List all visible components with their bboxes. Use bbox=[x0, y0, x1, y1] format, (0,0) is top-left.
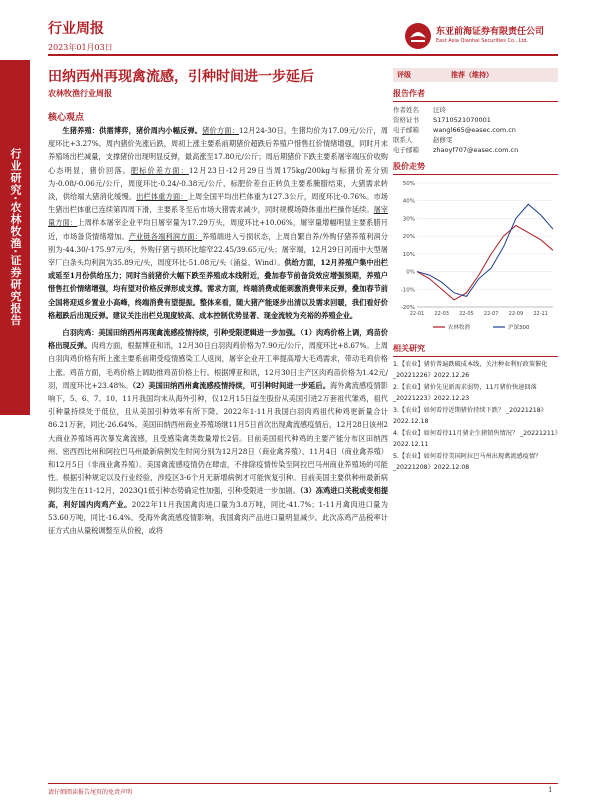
rating-label: 评级 bbox=[397, 71, 411, 79]
chart-y-tick-label: 40% bbox=[402, 198, 415, 205]
body-text bbox=[48, 124, 388, 537]
chart-y-tick-label: -10% bbox=[400, 287, 415, 294]
related-report-title: 5.【农业】如何看待美国阿拉巴马州出现禽流感疫情？ bbox=[393, 453, 542, 460]
related-report-title: 2.【农业】猪价先见新需求弱势，11月猪价快速回落 bbox=[393, 384, 537, 391]
chart-series-line bbox=[417, 226, 553, 300]
related-report-link[interactable] bbox=[393, 406, 558, 427]
body-segment: 2022年11月我国禽肉进口量为3.8万吨，同比-41.7%；1-11月禽肉进口量为53.60万吨，同比-16.4%。受海外禽流感疫情影响，我国禽肉产品进口量明显减少。此次冻鸡产品税率计征方式由从量税调整至从价税，或将 bbox=[48, 499, 388, 536]
body-segment: 上周样本屠宰企业平均日屠宰量为17.29万头，周度环比+10.06%，屠宰量增幅明显主要系腊月近，市场备货情绪增加。 bbox=[48, 218, 388, 241]
right-column bbox=[393, 68, 558, 475]
stock-chart-svg bbox=[393, 177, 558, 337]
body-segment: 肥标价差方面： bbox=[130, 165, 189, 175]
analyst-key: 资格证书 bbox=[393, 116, 419, 124]
analyst-row bbox=[393, 145, 558, 155]
page-subtitle: 农林牧渔行业周报 bbox=[48, 89, 112, 98]
footer-disclaimer: 请仔细阅读报告尾页的免责声明 bbox=[48, 789, 133, 796]
analyst-row bbox=[393, 105, 558, 115]
body-segment: 白羽肉鸡：美国田纳西州再现禽流感疫情持续，引种受限逻辑进一步加强。 bbox=[62, 328, 301, 338]
chart-x-tick-label: 22-01 bbox=[409, 311, 425, 317]
analyst-section-title: 报告作者 bbox=[393, 88, 558, 102]
body-segment: （3）冻鸡进口关税或变相提高，利好国内肉鸡产业。 bbox=[48, 486, 389, 509]
chart-section-title: 股价走势 bbox=[393, 161, 558, 175]
header-divider bbox=[48, 54, 558, 56]
related-section-title: 相关研究 bbox=[393, 343, 558, 357]
related-report-title: 4.【农业】如何看待11月猪企生猪销售情况？ bbox=[393, 430, 519, 437]
related-report-date: _20221211》2022.12.11 bbox=[393, 430, 558, 448]
chart-x-tick-label: 22-11 bbox=[533, 311, 548, 317]
page-title: 田纳西州再现禽流感，引种时间进一步延后 bbox=[48, 69, 314, 85]
analyst-row bbox=[393, 115, 558, 125]
sidebar-banner: 行业研究·农林牧渔·证券研究报告 bbox=[0, 60, 30, 415]
body-segment: 生猪养殖：供需博弈，猪价周内小幅反弹。 bbox=[62, 126, 203, 135]
logo-name-cn: 东亚前海证券有限责任公司 bbox=[436, 27, 545, 37]
related-report-date: _20221208》2022.12.08 bbox=[393, 463, 470, 471]
analyst-key: 电子邮箱 bbox=[393, 146, 419, 154]
chart-legend-label: 沪深300 bbox=[508, 325, 530, 331]
footer-divider bbox=[48, 783, 558, 784]
chart-legend-label: 农林牧渔 bbox=[448, 325, 471, 331]
chart-y-tick-label: 50% bbox=[402, 181, 415, 187]
chart-y-tick-label: -20% bbox=[400, 305, 415, 311]
rating-value: 推荐（维持） bbox=[451, 71, 493, 79]
analyst-key: 电子邮箱 bbox=[393, 126, 419, 134]
analyst-key: 联系人 bbox=[393, 136, 413, 144]
body-segment: 屠宰量方面： bbox=[48, 205, 388, 228]
page-number: 1 bbox=[548, 786, 553, 794]
body-segment: 12月24-30日，生猪均价为17.09元/公斤，周度环比+3.27%。周内猪价先涨后跌，周初上涨主要系前期猪价超跌后养殖户惜售扛价情绪增强，同时月末养殖场出栏减量，支撑猪价出现明显反弹，最高涨至17.80元/公斤；周后期猪价下跌主要系屠宰端压价收购心态明显，猪价回落。 bbox=[48, 126, 388, 175]
analyst-value[interactable]: zhaoyf707@easec.com.cn bbox=[433, 146, 519, 154]
chart-x-tick-label: 22-07 bbox=[483, 311, 499, 317]
body-segment: 上周全国平均出栏体重为127.3公斤，周度环比-0.76%。市场生猪出栏体重已连续第四周下滑，主要系冬至后市场大猪需求减少，同时规模场降体重出栏操作延续。 bbox=[48, 192, 388, 215]
body-segment: 养殖端进入亏损状态，上周自繁自养/外购仔猪养殖利润分别为-44.30/-175.97元/头，外购仔猪亏损环比缩窄22.45/39.65元/头；屠宰端，12月29日河南中大型屠宰厂白条头均利润为35.89元/头，周度环比-51.08元/头（涌益、Wind）。 bbox=[48, 231, 388, 268]
logo-name-en: East Asia Qianhai Securities Co., Ltd. bbox=[436, 38, 529, 44]
related-report-date: _20221223》2022.12.23 bbox=[393, 394, 470, 402]
body-segment: 供给方面，12月养殖户集中出栏或延至1月份供给压力；同时当前猪价大幅下跌至养殖成本线附近，叠加春节前备货效应增强预期，养殖户惜售扛价情绪增强，均有望对价格反弹形成支撑。需求方面，终端消费或能刺激消费带来反弹，叠加春节前全国将迎返乡置业小高峰，终端消费有望提振。整体来看，随大猪产能逐步出清以及需求回暖，我们看好价格超跌后出现反弹。建议关注出栏兑现度较高、成本控制优势显著、现金流较为充裕的养殖企业。 bbox=[48, 258, 388, 320]
body-segment: 出栏体重方面： bbox=[136, 192, 188, 202]
body-paragraph bbox=[48, 124, 388, 322]
body-segment: （2）美国田纳西州禽流感疫情持续，可引种时间进一步延后。 bbox=[132, 380, 330, 390]
related-list bbox=[393, 360, 558, 473]
analyst-list bbox=[393, 105, 558, 155]
chart-series-line bbox=[417, 204, 553, 296]
body-segment: 产业链各端利润方面： bbox=[128, 231, 203, 241]
chart-y-tick-label: 0% bbox=[406, 269, 415, 276]
analyst-value[interactable]: wangl665@easec.com.cn bbox=[433, 126, 516, 134]
body-segment: 肉鸡方面，根据博亚和讯，12月30日白羽肉鸡价格为7.90元/公斤，周度环比+8.67%。上周白羽肉鸡价格有所上涨主要系前期受疫情感染工人返岗，屠宰企业开工率提高增大毛鸡需求，带动毛鸡价格上涨。鸡苗方面，毛鸡价格上调助推鸡苗价格上行。根据博亚和讯，12月30日主产区肉鸡苗价格为1.42元/羽，周度环比+23.48%。 bbox=[48, 341, 388, 390]
chart-x-tick-label: 22-03 bbox=[434, 311, 449, 317]
analyst-value: 汪玲 bbox=[433, 106, 446, 114]
analyst-key: 作者姓名 bbox=[393, 106, 419, 114]
body-segment: 猪价方面： bbox=[202, 126, 239, 135]
related-report-link[interactable] bbox=[393, 383, 558, 404]
report-date: 2023年01月03日 bbox=[48, 43, 113, 52]
related-report-date: _20221226》2022.12.26 bbox=[393, 371, 470, 379]
related-report-link[interactable] bbox=[393, 429, 558, 450]
related-report-date: _20221218》2022.12.18 bbox=[393, 407, 547, 425]
analyst-row bbox=[393, 125, 558, 135]
logo-icon bbox=[404, 22, 432, 50]
body-segment: 12月23日-12月29日当周175kg/200kg与标猪价差分别为-0.08/-0.06元/公斤，周度环比-0.24/-0.38元/公斤，标肥价差自正转负主要系腌腊结束，大猪需求转淡，供给端大猪消化缓慢。 bbox=[48, 165, 388, 202]
related-report-link[interactable] bbox=[393, 360, 558, 381]
rating-bar bbox=[393, 68, 558, 82]
section-heading-core: 核心观点 bbox=[48, 113, 85, 123]
chart-y-tick-label: 10% bbox=[402, 251, 415, 258]
chart-y-tick-label: 20% bbox=[402, 234, 415, 241]
chart-x-tick-label: 22-05 bbox=[459, 311, 474, 317]
body-segment: （1）肉鸡价格上调，鸡苗价格出现反弹。 bbox=[48, 328, 388, 351]
related-report-link[interactable] bbox=[393, 452, 558, 473]
stock-chart bbox=[393, 177, 558, 337]
chart-y-tick-label: 30% bbox=[402, 216, 415, 223]
related-report-title: 1.【农业】猪价普遍跌破成本线，关注种业利好政策催化 bbox=[393, 361, 548, 368]
analyst-row bbox=[393, 135, 558, 145]
report-type: 行业周报 bbox=[48, 21, 104, 37]
chart-x-tick-label: 22-09 bbox=[508, 311, 524, 317]
body-paragraph bbox=[48, 326, 388, 537]
related-report-title: 3.【农业】如何看待近期猪价持续下跌？ bbox=[393, 407, 505, 414]
body-segment: 海外禽流感疫情影响下，5、6、7、10、11月我国均未从海外引种，仅12月15日益生股份从美国引进2万套祖代雏鸡，祖代引种量持续处于低位，且从美国引种效率有所下降。2022年1-11月我国白羽肉鸡祖代种鸡更新量合计86.21万套，同比-26.64%。美国田纳西州商业养殖场继11月5日首次出现禽流感疫情后，12月28日该州2大商业养殖场再次暴发禽流感，且受感染禽类数量增长2倍。目前美国祖代种鸡的主要产能分布区田纳西州、密西西比州和阿拉巴马州最新病例发生时间分别为12月28日（商业禽养殖）、11月4日（商业禽养殖）和12月5日（非商业禽养殖）。美国禽流感疫情仍在肆虐，不排除疫情传染至阿拉巴马州商业养殖场的可能性。根据引种规定以及行业经验，涉疫区3-6个月无新增病例才可能恢复引种。目前美国主要供种州最新病例均发生在11-12月，2023Q1低引种态势确定性加强，引种受限进一步加剧。 bbox=[48, 380, 388, 496]
analyst-value: S1710521070001 bbox=[433, 116, 491, 124]
analyst-value: 赵修雯 bbox=[433, 136, 453, 144]
